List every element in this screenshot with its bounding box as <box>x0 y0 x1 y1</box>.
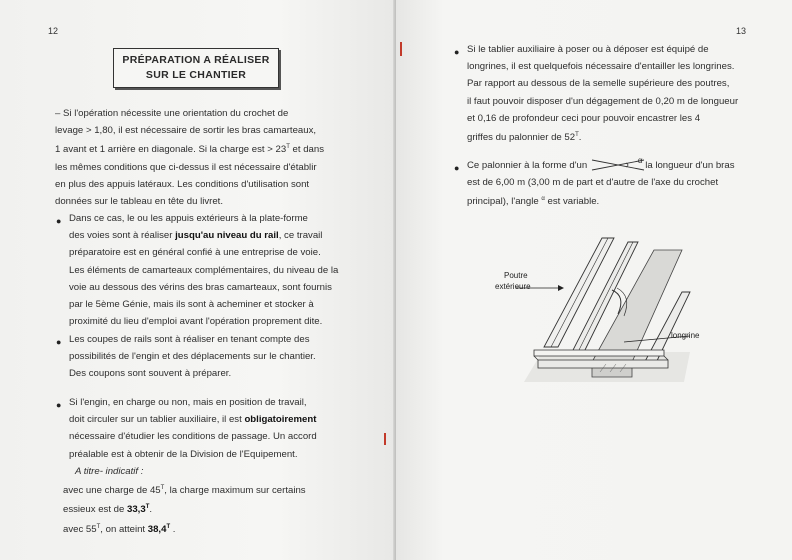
text-line: doit circuler sur un tablier auxiliaire, il est obligatoirement <box>69 414 317 426</box>
text-line: Si le tablier auxiliaire à poser ou à déposer est équipé de <box>467 44 709 55</box>
text-line: et 0,16 de profondeur ceci pour pouvoir encastrer les 4 <box>467 112 701 124</box>
longrine-diagram <box>514 232 692 390</box>
text-line: possibilités de l'engin et des déplacements sur le chantier. <box>69 351 316 363</box>
text-line: avec une charge de $45^T$, la charge maximum sur certains <box>63 485 306 497</box>
text-line: préparatoire est en général confié à une entreprise de voie. <box>69 247 321 259</box>
margin-red-mark <box>400 42 402 56</box>
text-line: avec $55^T$, on atteint $38,4^T$ . <box>63 523 176 535</box>
right-page <box>396 0 792 560</box>
text-line: essieux est de $33,3^T$. <box>63 504 153 516</box>
bullet-icon: ● <box>454 163 460 173</box>
text-line: levage > 1,80, il est nécessaire de sortir les bras camarteaux, <box>55 125 317 137</box>
paragraph-orientation <box>55 105 375 210</box>
text-line: – Si l'opération nécessite une orientation du crochet de <box>55 108 289 119</box>
label-poutre-line2: extérieure <box>495 282 531 291</box>
section-title-line1: PRÉPARATION A RÉALISER <box>122 54 270 66</box>
label-longrine: longrine <box>671 331 700 340</box>
text-line: principal), l'angle $^\alpha$ est variable. <box>467 196 600 208</box>
text-line: griffes du palonnier de $52^T$. <box>467 132 582 144</box>
text-line: Dans ce cas, le ou les appuis extérieurs à la plate-forme <box>69 213 308 224</box>
text-line: longrines, il est quelquefois nécessaire d'entailler les longrines. <box>467 61 735 73</box>
text-line: données sur le tableau en tête du livret. <box>55 196 224 208</box>
greater-than-icon: > <box>267 144 273 156</box>
text-line: Les coupes de rails sont à réaliser en tenant compte des <box>69 334 310 345</box>
text-line: est de 6,00 m (3,00 m de part et d'autre de l'axe du crochet <box>467 177 719 189</box>
label-poutre-line1: Poutre <box>504 271 528 280</box>
bullet-icon: ● <box>56 337 62 347</box>
text-line: Des coupons sont souvent à préparer. <box>69 368 232 380</box>
page-number-right: 13 <box>736 26 747 36</box>
text-line: des voies sont à réaliser jusqu'au niveau du rail, ce travail <box>69 230 323 242</box>
section-title-box <box>113 48 279 88</box>
alpha-symbol: α <box>637 156 643 165</box>
section-title-line2: SUR LE CHANTIER <box>145 69 247 81</box>
margin-red-mark <box>384 433 386 445</box>
text-line: préalable est à obtenir de la Division de l'Equipement. <box>69 448 298 460</box>
paragraph-coupes <box>69 331 379 383</box>
text-line: les mêmes conditions que ci-dessus il est nécessaire d'établir <box>55 161 317 173</box>
paragraph-appuis <box>69 210 379 330</box>
text-line: en plus des appuis latéraux. Les conditions d'utilisation sont <box>55 179 310 190</box>
text-line: 1 avant et 1 arrière en diagonale. Si la charge est > $23^T$ et dans <box>55 144 325 156</box>
text-line: il faut pouvoir disposer d'un dégagement de 0,20 m de longueur <box>467 95 739 107</box>
paragraph-palonnier <box>467 157 787 211</box>
paragraph-longrines <box>467 41 787 146</box>
text-line: Si l'engin, en charge ou non, mais en position de travail, <box>69 397 307 408</box>
text-line: nécessaire d'étudier les conditions de passage. Un accord <box>69 431 317 443</box>
text-line: Par rapport au dessous de la semelle supérieure des poutres, <box>467 78 730 90</box>
bullet-icon: ● <box>56 400 62 410</box>
page-number-left: 12 <box>48 26 59 36</box>
text-line: voie au dessous des vérins des bras camarteaux, sont fournis <box>69 281 332 293</box>
text-line: Ce palonnier à la forme d'un $^\alpha$ la longueur d'un bras <box>467 157 787 174</box>
bullet-icon: ● <box>56 216 62 226</box>
text-line: A titre- indicatif : <box>75 465 144 477</box>
bullet-icon: ● <box>454 47 460 57</box>
paragraph-tablier <box>63 394 379 538</box>
text-line: proximité du lieu d'emploi avant l'opération proprement dite. <box>69 316 323 328</box>
greater-than-icon: > <box>85 125 92 137</box>
text-line: Les éléments de camarteaux complémentaires, du niveau de la <box>69 264 339 276</box>
text-line: par le 5ème Génie, mais ils sont à acheminer et stocker à <box>69 299 314 311</box>
